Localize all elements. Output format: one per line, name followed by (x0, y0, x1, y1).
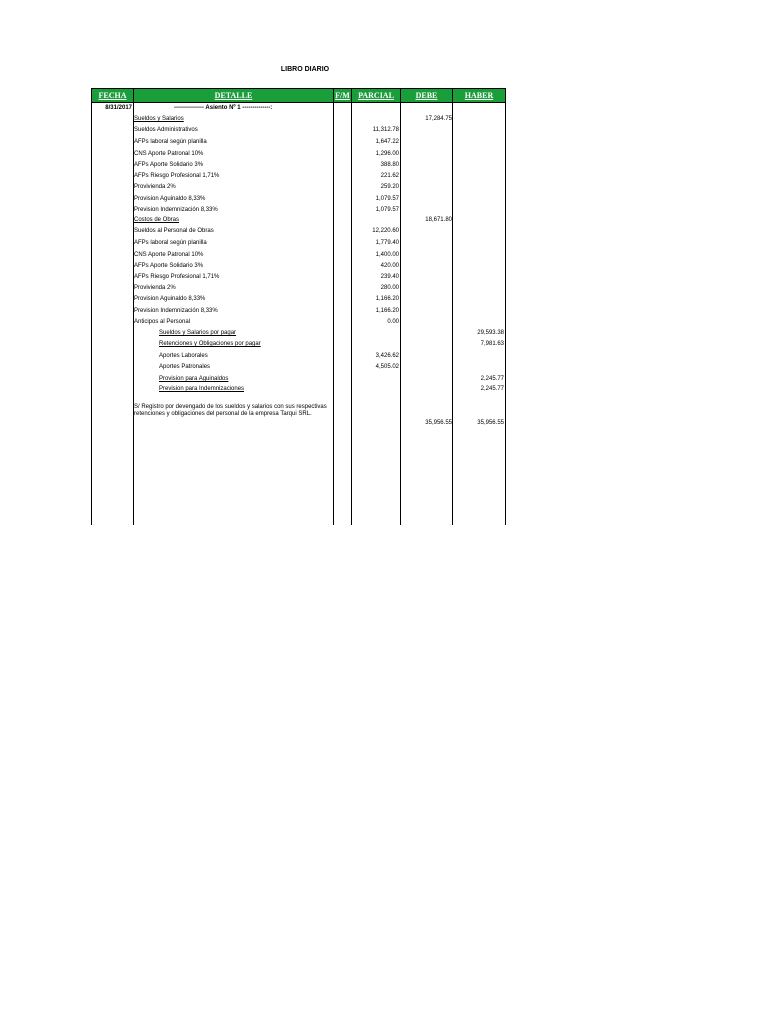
column-line (91, 103, 92, 525)
row-parcial: 239.40 (380, 274, 399, 280)
row-parcial: 1,779.40 (375, 240, 399, 246)
row-detalle: Provision Aguinaldo 8,33% (134, 196, 206, 202)
page-title: LIBRO DIARIO (280, 66, 330, 73)
header-fm: F/M (333, 88, 352, 103)
row-detalle: CNS Aporte Patronal 10% (134, 151, 204, 157)
row-detalle: AFPs laboral según planilla (134, 139, 207, 145)
header-detalle: DETALLE (133, 88, 334, 103)
row-detalle: Retenciones y Obligaciones por pagar (159, 341, 261, 347)
row-parcial: 420.00 (380, 263, 399, 269)
total-haber: 35,956.55 (477, 420, 504, 426)
row-detalle: Sueldos al Personal de Obras (134, 228, 214, 234)
row-haber: 29,593.38 (477, 330, 504, 336)
header-parcial: PARCIAL (351, 88, 401, 103)
row-detalle: Aportes Laborales (159, 353, 208, 359)
row-detalle: Prevision Indemnización 8,33% (134, 308, 218, 314)
header-fecha: FECHA (91, 88, 134, 103)
row-parcial: 1,079.57 (375, 196, 399, 202)
row-detalle: Sueldos y Salarios por pagar (159, 330, 237, 336)
row-haber: 7,981.63 (480, 341, 504, 347)
row-parcial: 1,400.00 (375, 252, 399, 258)
row-parcial: 388.80 (380, 162, 399, 168)
row-haber: 2,245.77 (480, 376, 504, 382)
column-line (400, 103, 401, 525)
row-detalle: Provivienda 2% (134, 285, 176, 291)
row-detalle: Aportes Patronales (159, 364, 211, 370)
row-parcial: 11,312.78 (372, 127, 399, 133)
row-detalle: AFPs Riesgo Profesional 1,71% (134, 173, 220, 179)
row-parcial: 280.00 (380, 285, 399, 291)
row-parcial: 1,166.20 (375, 296, 399, 302)
row-detalle: Anticipos al Personal (134, 319, 191, 325)
row-detalle: Prevision Indemnización 8,33% (134, 207, 218, 213)
row-parcial: 221.62 (380, 173, 399, 179)
entry-description: S/ Registro por devengado de los sueldos y salarios con sus respectivas retenciones y obligaciones del personal de la empresa Tarqui SRL. (134, 404, 327, 417)
row-detalle: Sueldos Administrativos (134, 127, 198, 133)
row-detalle: Provivienda 2% (134, 184, 176, 190)
row-debe: 18,671.80 (425, 217, 452, 223)
row-detalle: Costos de Obras (134, 217, 180, 223)
column-line (333, 103, 334, 525)
row-detalle: AFPs laboral según planilla (134, 240, 207, 246)
row-parcial: 1,166.20 (375, 308, 399, 314)
column-line (505, 103, 506, 525)
row-detalle: Provision para Aguinaldos (159, 376, 229, 382)
row-haber: 2,245.77 (480, 386, 504, 392)
row-parcial: 3,426.62 (375, 353, 399, 359)
row-detalle: Provision Aguinaldo 8,33% (134, 296, 206, 302)
column-line (452, 103, 453, 525)
row-detalle: CNS Aporte Patronal 10% (134, 252, 204, 258)
header-haber: HABER (452, 88, 506, 103)
row-parcial: 1,647.22 (375, 139, 399, 145)
row-debe: 17,284.75 (425, 116, 452, 122)
row-detalle: Prevision para Indemnizaciones (159, 386, 245, 392)
row-parcial: 0.00 (387, 319, 399, 325)
entry-date: 8/31/2017 (105, 105, 132, 111)
row-detalle: Sueldos y Salarios (134, 116, 184, 122)
row-detalle: AFPs Aporte Solidario 3% (134, 162, 204, 168)
row-parcial: 1,296.00 (375, 151, 399, 157)
asiento-label: --------------- Asiento Nº 1 --------------: (174, 105, 273, 111)
header-debe: DEBE (400, 88, 453, 103)
row-parcial: 1,079.57 (375, 207, 399, 213)
row-detalle: AFPs Riesgo Profesional 1,71% (134, 274, 220, 280)
row-parcial: 4,505.02 (375, 364, 399, 370)
total-debe: 35,956.55 (425, 420, 452, 426)
row-parcial: 12,220.60 (372, 228, 399, 234)
row-detalle: AFPs Aporte Solidario 3% (134, 263, 204, 269)
row-parcial: 259.20 (380, 184, 399, 190)
